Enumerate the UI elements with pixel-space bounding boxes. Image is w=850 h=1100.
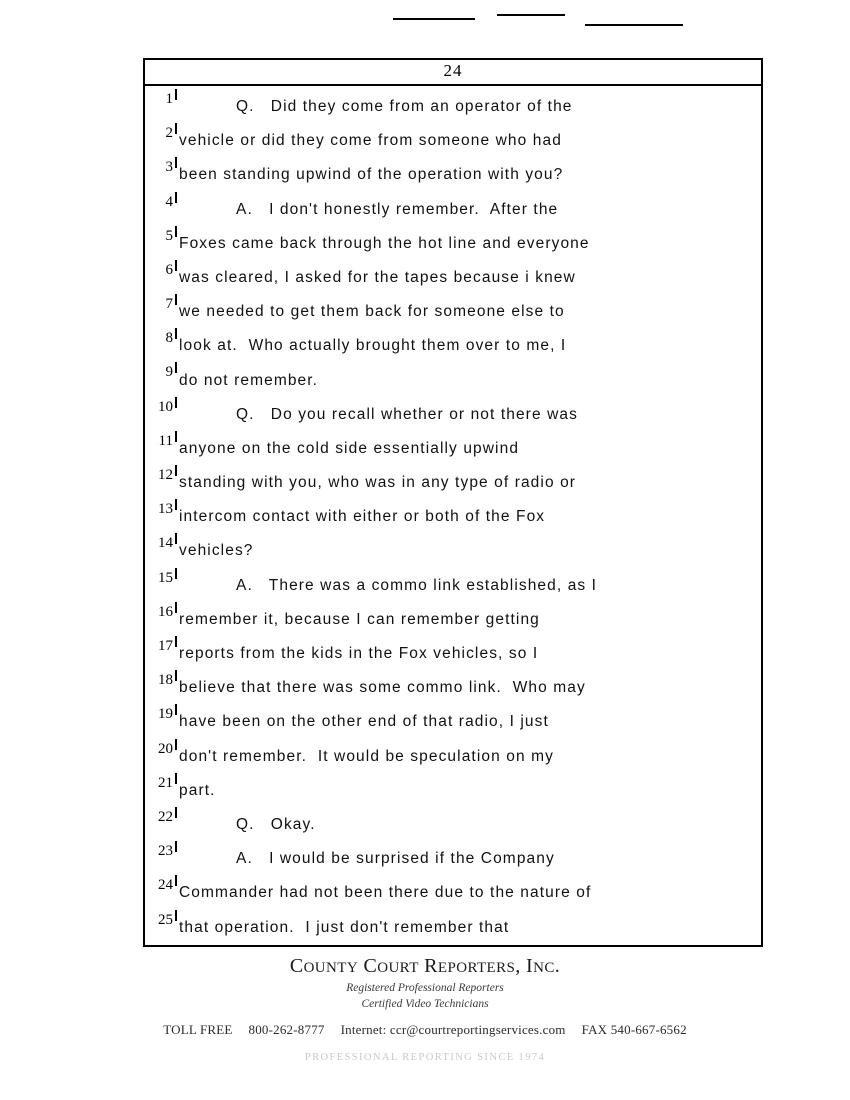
gutter-tick xyxy=(175,431,177,442)
line-number: 8 xyxy=(165,330,173,346)
transcript-line: do not remember. xyxy=(179,371,319,389)
transcript-line: vehicles? xyxy=(179,542,254,560)
gutter-tick xyxy=(175,362,177,373)
transcript-line: don't remember. It would be speculation on my xyxy=(179,747,554,765)
firm-name-cap-5: . xyxy=(554,955,561,977)
transcript-line: Q. Do you recall whether or not there was xyxy=(236,405,578,423)
gutter-tick xyxy=(175,910,177,921)
gutter-tick xyxy=(175,123,177,134)
firm-name-cap-2: C xyxy=(358,955,378,977)
transcript-line: anyone on the cold side essentially upwind xyxy=(179,439,520,457)
firm-credential-line-2: Certified Video Technicians xyxy=(361,997,489,1010)
scan-mark-1 xyxy=(393,18,475,20)
transcript-line: reports from the kids in the Fox vehicles, so I xyxy=(179,645,539,662)
scan-mark-3 xyxy=(585,24,683,26)
firm-credential-line-1: Registered Professional Reporters xyxy=(346,982,504,994)
line-number: 14 xyxy=(158,535,173,551)
gutter-tick xyxy=(175,807,177,818)
line-number: 3 xyxy=(165,159,173,175)
firm-name-word-2: OURT xyxy=(377,960,419,976)
transcript-line: Q. Did they come from an operator of the xyxy=(236,98,573,115)
transcript-line: remember it, because I can remember getting xyxy=(179,610,540,628)
firm-contact-line xyxy=(0,1022,850,1038)
email-address[interactable]: ccr@courtreportingservices.com xyxy=(389,1022,566,1038)
line-number: 21 xyxy=(158,775,173,791)
line-number: 11 xyxy=(158,433,173,449)
firm-credentials xyxy=(0,981,850,1012)
gutter-tick xyxy=(175,226,177,237)
firm-name-word-1: OUNTY xyxy=(303,960,359,976)
line-number: 20 xyxy=(158,741,173,757)
gutter-tick xyxy=(175,739,177,750)
transcript-line: look at. Who actually brought them over to me, I xyxy=(179,337,567,355)
scan-mark-2 xyxy=(497,14,565,16)
firm-name-cap-4: , I xyxy=(515,955,534,977)
line-number: 22 xyxy=(158,809,173,825)
page-number: 24 xyxy=(443,61,463,80)
transcript-line: intercom contact with either or both of the Fox xyxy=(179,508,546,526)
firm-tagline-faint: PROFESSIONAL REPORTING SINCE 1974 xyxy=(304,1052,546,1064)
gutter-tick xyxy=(175,636,177,647)
page-number-divider xyxy=(145,84,761,86)
gutter-tick xyxy=(175,568,177,579)
fax-label: FAX xyxy=(581,1022,608,1038)
gutter-tick xyxy=(175,773,177,784)
gutter-tick xyxy=(175,397,177,408)
line-number: 5 xyxy=(165,228,173,244)
gutter-tick xyxy=(175,533,177,544)
line-number: 18 xyxy=(158,672,173,688)
firm-name-word-4: NC xyxy=(533,960,555,976)
transcript-line: have been on the other end of that radio, I just xyxy=(179,713,549,731)
line-number: 10 xyxy=(158,399,173,415)
gutter-tick xyxy=(175,602,177,613)
gutter-tick xyxy=(175,89,177,100)
line-number: 4 xyxy=(165,194,173,210)
fax-number: 540-667-6562 xyxy=(610,1022,687,1038)
gutter-tick xyxy=(175,499,177,510)
page-footer xyxy=(0,955,850,1063)
gutter-tick xyxy=(175,875,177,886)
transcript-line: vehicle or did they come from someone who had xyxy=(179,132,562,150)
gutter-tick xyxy=(175,260,177,271)
gutter-tick xyxy=(175,704,177,715)
transcript-line: Q. Okay. xyxy=(236,815,316,833)
line-number: 23 xyxy=(158,843,173,859)
transcript-page-frame xyxy=(143,58,763,947)
transcript-line: A. I don't honestly remember. After the xyxy=(236,200,559,218)
gutter-tick xyxy=(175,192,177,203)
line-number: 1 xyxy=(165,91,173,107)
toll-free-label: TOLL FREE xyxy=(163,1022,233,1038)
line-number: 24 xyxy=(158,877,173,893)
transcript-line: A. I would be surprised if the Company xyxy=(236,850,555,868)
transcript-line: part. xyxy=(179,781,216,799)
transcript-line: that operation. I just don't remember that xyxy=(179,918,510,936)
line-number-gutter xyxy=(145,86,177,947)
gutter-tick xyxy=(175,465,177,476)
firm-name-cap-1: C xyxy=(289,955,304,977)
gutter-tick xyxy=(175,294,177,305)
line-number: 25 xyxy=(158,912,173,928)
transcript-line: Foxes came back through the hot line and everyone xyxy=(179,234,590,252)
line-number: 2 xyxy=(165,125,173,141)
transcript-line: been standing upwind of the operation with you? xyxy=(179,166,564,184)
transcript-body xyxy=(179,90,745,945)
toll-free-number: 800-262-8777 xyxy=(248,1022,325,1038)
gutter-tick xyxy=(175,157,177,168)
transcript-line: believe that there was some commo link. Who may xyxy=(179,679,586,697)
transcript-line: was cleared, I asked for the tapes because i knew xyxy=(179,268,576,286)
firm-name-word-3: EPORTERS xyxy=(437,960,516,976)
transcript-line: Commander had not been there due to the nature of xyxy=(179,884,592,902)
gutter-tick xyxy=(175,841,177,852)
transcript-line: we needed to get them back for someone else to xyxy=(179,303,565,321)
internet-label: Internet: xyxy=(340,1022,387,1038)
scan-artifact-marks xyxy=(0,14,850,28)
firm-name-cap-3: R xyxy=(418,955,438,977)
line-number: 15 xyxy=(158,570,173,586)
transcript-line: standing with you, who was in any type of radio or xyxy=(179,474,577,492)
line-number: 19 xyxy=(158,706,173,722)
line-number: 9 xyxy=(165,364,173,380)
gutter-tick xyxy=(175,328,177,339)
line-number: 6 xyxy=(165,262,173,278)
line-number: 7 xyxy=(165,296,173,312)
line-number: 16 xyxy=(158,604,173,620)
line-number: 13 xyxy=(158,501,173,517)
transcript-line: A. There was a commo link established, as I xyxy=(236,576,598,594)
reporting-firm-name xyxy=(0,955,850,978)
gutter-tick xyxy=(175,670,177,681)
line-number: 17 xyxy=(158,638,173,654)
line-number: 12 xyxy=(158,467,173,483)
